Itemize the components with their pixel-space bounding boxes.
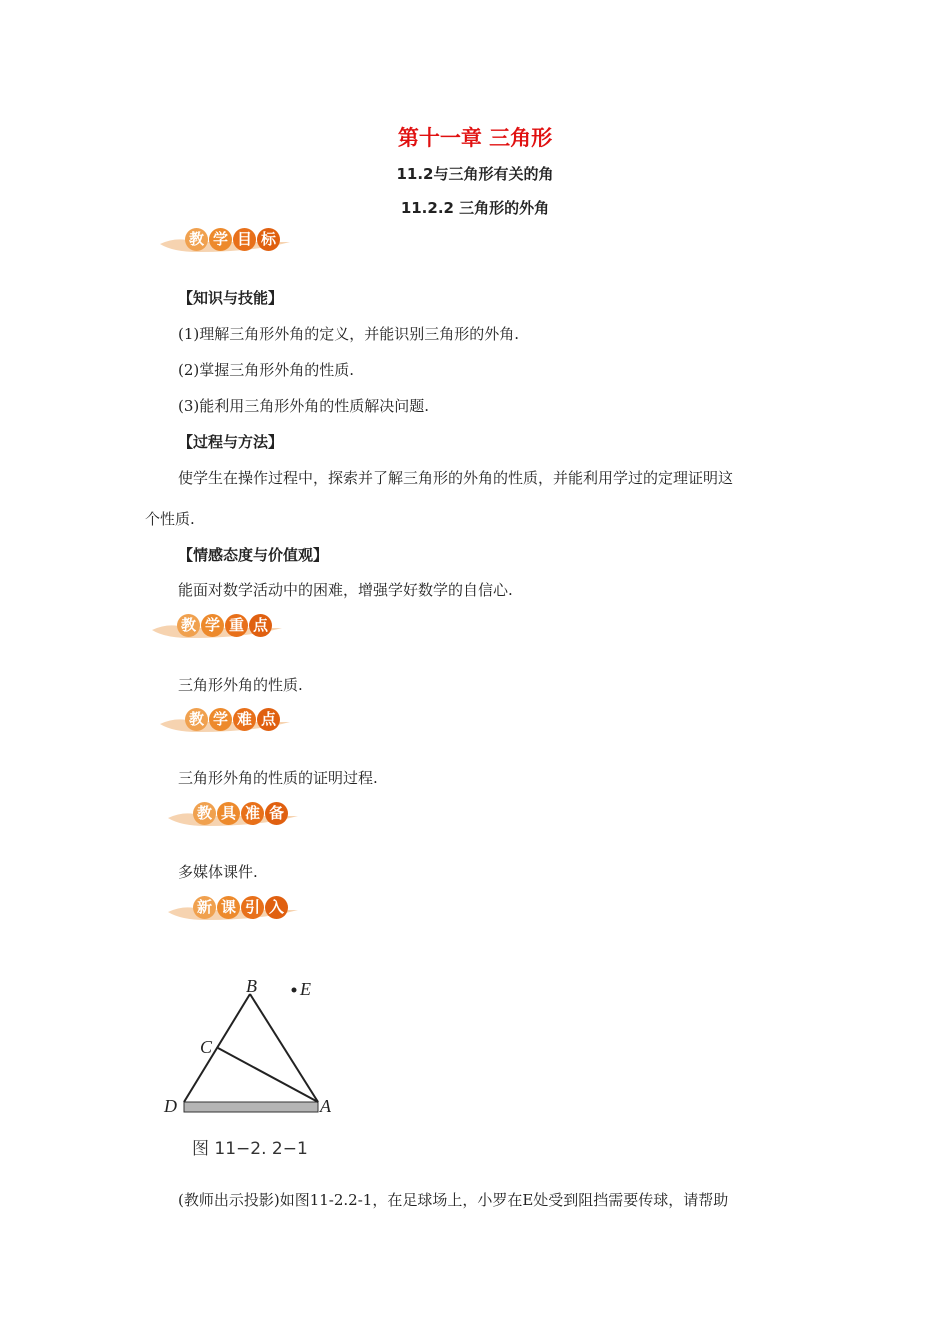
knowledge-heading: 【知识与技能】 bbox=[178, 289, 284, 307]
difficulties-text: 三角形外角的性质的证明过程. bbox=[178, 769, 378, 787]
process-text-line1: 使学生在操作过程中，探索并了解三角形的外角的性质，并能利用学过的定理证明这 bbox=[178, 469, 734, 487]
knowledge-item: (2)掌握三角形外角的性质. bbox=[178, 361, 355, 379]
badge-char: 点 bbox=[249, 614, 272, 637]
subsection-title: 11.2.2 三角形的外角 bbox=[400, 199, 550, 217]
badge-new-lesson-intro bbox=[166, 890, 316, 926]
badge-char: 引 bbox=[241, 896, 264, 919]
badge-char: 新 bbox=[193, 896, 216, 919]
triangle-diagram bbox=[160, 968, 340, 1128]
process-heading: 【过程与方法】 bbox=[178, 433, 284, 451]
badge-char: 目 bbox=[233, 228, 256, 251]
badge-char: 点 bbox=[257, 708, 280, 731]
label-C: C bbox=[200, 1037, 213, 1057]
point-E bbox=[292, 988, 297, 993]
figure-caption: 图 11−2. 2−1 bbox=[192, 1139, 308, 1159]
badge-char: 具 bbox=[217, 802, 240, 825]
badge-teaching-goals bbox=[158, 222, 308, 258]
badge-char: 教 bbox=[177, 614, 200, 637]
label-E: E bbox=[300, 979, 311, 999]
badge-char: 重 bbox=[225, 614, 248, 637]
badge-char: 教 bbox=[193, 802, 216, 825]
segment-CA bbox=[218, 1048, 318, 1102]
key-points-text: 三角形外角的性质. bbox=[178, 676, 303, 694]
badge-char: 难 bbox=[233, 708, 256, 731]
triangle-figure bbox=[160, 968, 340, 1168]
knowledge-item: (3)能利用三角形外角的性质解决问题. bbox=[178, 397, 430, 415]
badge-difficulties bbox=[158, 702, 308, 738]
section-title: 11.2与三角形有关的角 bbox=[396, 165, 554, 183]
badge-char: 准 bbox=[241, 802, 264, 825]
badge-char: 学 bbox=[201, 614, 224, 637]
badge-char: 教 bbox=[185, 228, 208, 251]
process-text-line2: 个性质. bbox=[145, 510, 195, 528]
tools-text: 多媒体课件. bbox=[178, 863, 258, 881]
badge-char: 课 bbox=[217, 896, 240, 919]
emotion-heading: 【情感态度与价值观】 bbox=[178, 546, 329, 564]
badge-key-points bbox=[150, 608, 300, 644]
segment-DB bbox=[184, 994, 250, 1102]
label-A: A bbox=[320, 1096, 331, 1116]
badge-teaching-tools bbox=[166, 796, 316, 832]
badge-char: 学 bbox=[209, 228, 232, 251]
badge-char: 入 bbox=[265, 896, 288, 919]
label-D: D bbox=[164, 1096, 177, 1116]
segment-BA bbox=[250, 994, 318, 1102]
badge-char: 标 bbox=[257, 228, 280, 251]
badge-char: 教 bbox=[185, 708, 208, 731]
emotion-text: 能面对数学活动中的困难，增强学好数学的自信心. bbox=[178, 581, 513, 599]
badge-char: 备 bbox=[265, 802, 288, 825]
badge-char: 学 bbox=[209, 708, 232, 731]
chapter-title: 第十一章 三角形 bbox=[397, 126, 553, 150]
knowledge-item: (1)理解三角形外角的定义，并能识别三角形的外角. bbox=[178, 325, 520, 343]
intro-text: (教师出示投影)如图11-2.2-1，在足球场上，小罗在E处受到阻挡需要传球，请帮助 bbox=[178, 1191, 729, 1209]
label-B: B bbox=[246, 976, 257, 996]
goal-line-bar bbox=[184, 1102, 318, 1112]
